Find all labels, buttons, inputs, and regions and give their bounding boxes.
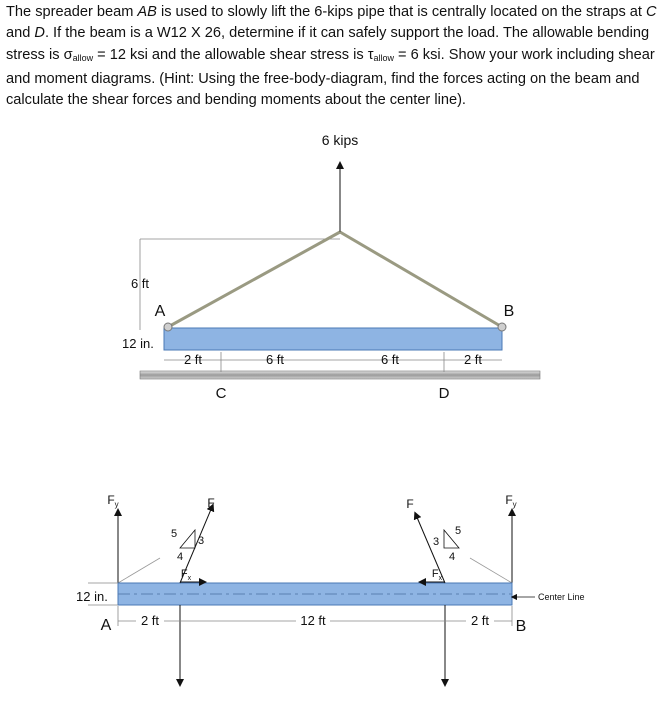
problem-statement: The spreader beam AB is used to slowly lift the 6-kips pipe that is centrally located on the straps at C and D. If the beam is a W12 X 26, determine if it can safely support the load. The allowable bending stress is $\sigma_{allow} = 12$ ksi and the allowable shear stress is $\tau_{allow} = 6$ ksi. Show your work including shear and moment diagrams. (Hint: Using the free-body-diagram, find the forces acting on the beam and calculate the shear forces and bending moments about the center line). xyxy=(6,4,657,109)
fbd-beam xyxy=(118,583,512,605)
spreader-beam-diagram xyxy=(122,132,540,402)
dim-2: 6 ft xyxy=(265,352,285,367)
dim-3: 6 ft xyxy=(380,352,400,367)
point-a-label: A xyxy=(154,303,166,320)
tri-left-vert: 3 xyxy=(197,535,205,547)
strap-right xyxy=(340,232,502,327)
fx-right-label: $F_x$ xyxy=(431,568,443,582)
fbd-point-a-label: A xyxy=(100,617,112,634)
dim-1: 2 ft xyxy=(183,352,203,367)
center-line-label: Center Line xyxy=(538,592,585,602)
point-c-label: C xyxy=(215,385,227,402)
fbd-dim-right: 2 ft xyxy=(470,613,490,628)
strap-stub-left xyxy=(118,558,160,583)
fy-left-label: $F_y$ xyxy=(107,493,119,509)
height-label: 6 ft xyxy=(130,276,150,291)
fbd-dim-left: 2 ft xyxy=(140,613,160,628)
pipe xyxy=(140,371,540,379)
strap-stub-right xyxy=(470,558,512,583)
f-right-label: F xyxy=(406,497,414,511)
dim-4: 2 ft xyxy=(463,352,483,367)
pin-a xyxy=(164,323,172,331)
free-body-diagram xyxy=(76,493,585,683)
f-right-arrow xyxy=(416,515,445,583)
f-left-label: F xyxy=(207,496,215,510)
spreader-beam xyxy=(164,328,502,350)
slope-triangle-left xyxy=(180,530,195,548)
tri-right-horiz: 4 xyxy=(448,551,456,563)
fy-right-label: $F_y$ xyxy=(505,493,517,509)
strap-left xyxy=(168,232,340,327)
fx-left-label: $F_x$ xyxy=(180,568,192,582)
pin-b xyxy=(498,323,506,331)
tri-right-vert: 3 xyxy=(432,536,440,548)
depth-label: 12 in. xyxy=(122,336,154,351)
point-d-label: D xyxy=(438,385,450,402)
tri-left-horiz: 4 xyxy=(176,551,184,563)
fbd-dim-mid: 12 ft xyxy=(300,613,326,628)
tri-right-hyp: 5 xyxy=(454,525,462,537)
point-b-label: B xyxy=(503,303,515,320)
load-label: 6 kips xyxy=(321,132,359,148)
fbd-point-b-label: B xyxy=(515,618,527,635)
tri-left-hyp: 5 xyxy=(170,528,178,540)
fbd-depth-label: 12 in. xyxy=(76,589,108,604)
top-dimension-line xyxy=(164,352,502,372)
